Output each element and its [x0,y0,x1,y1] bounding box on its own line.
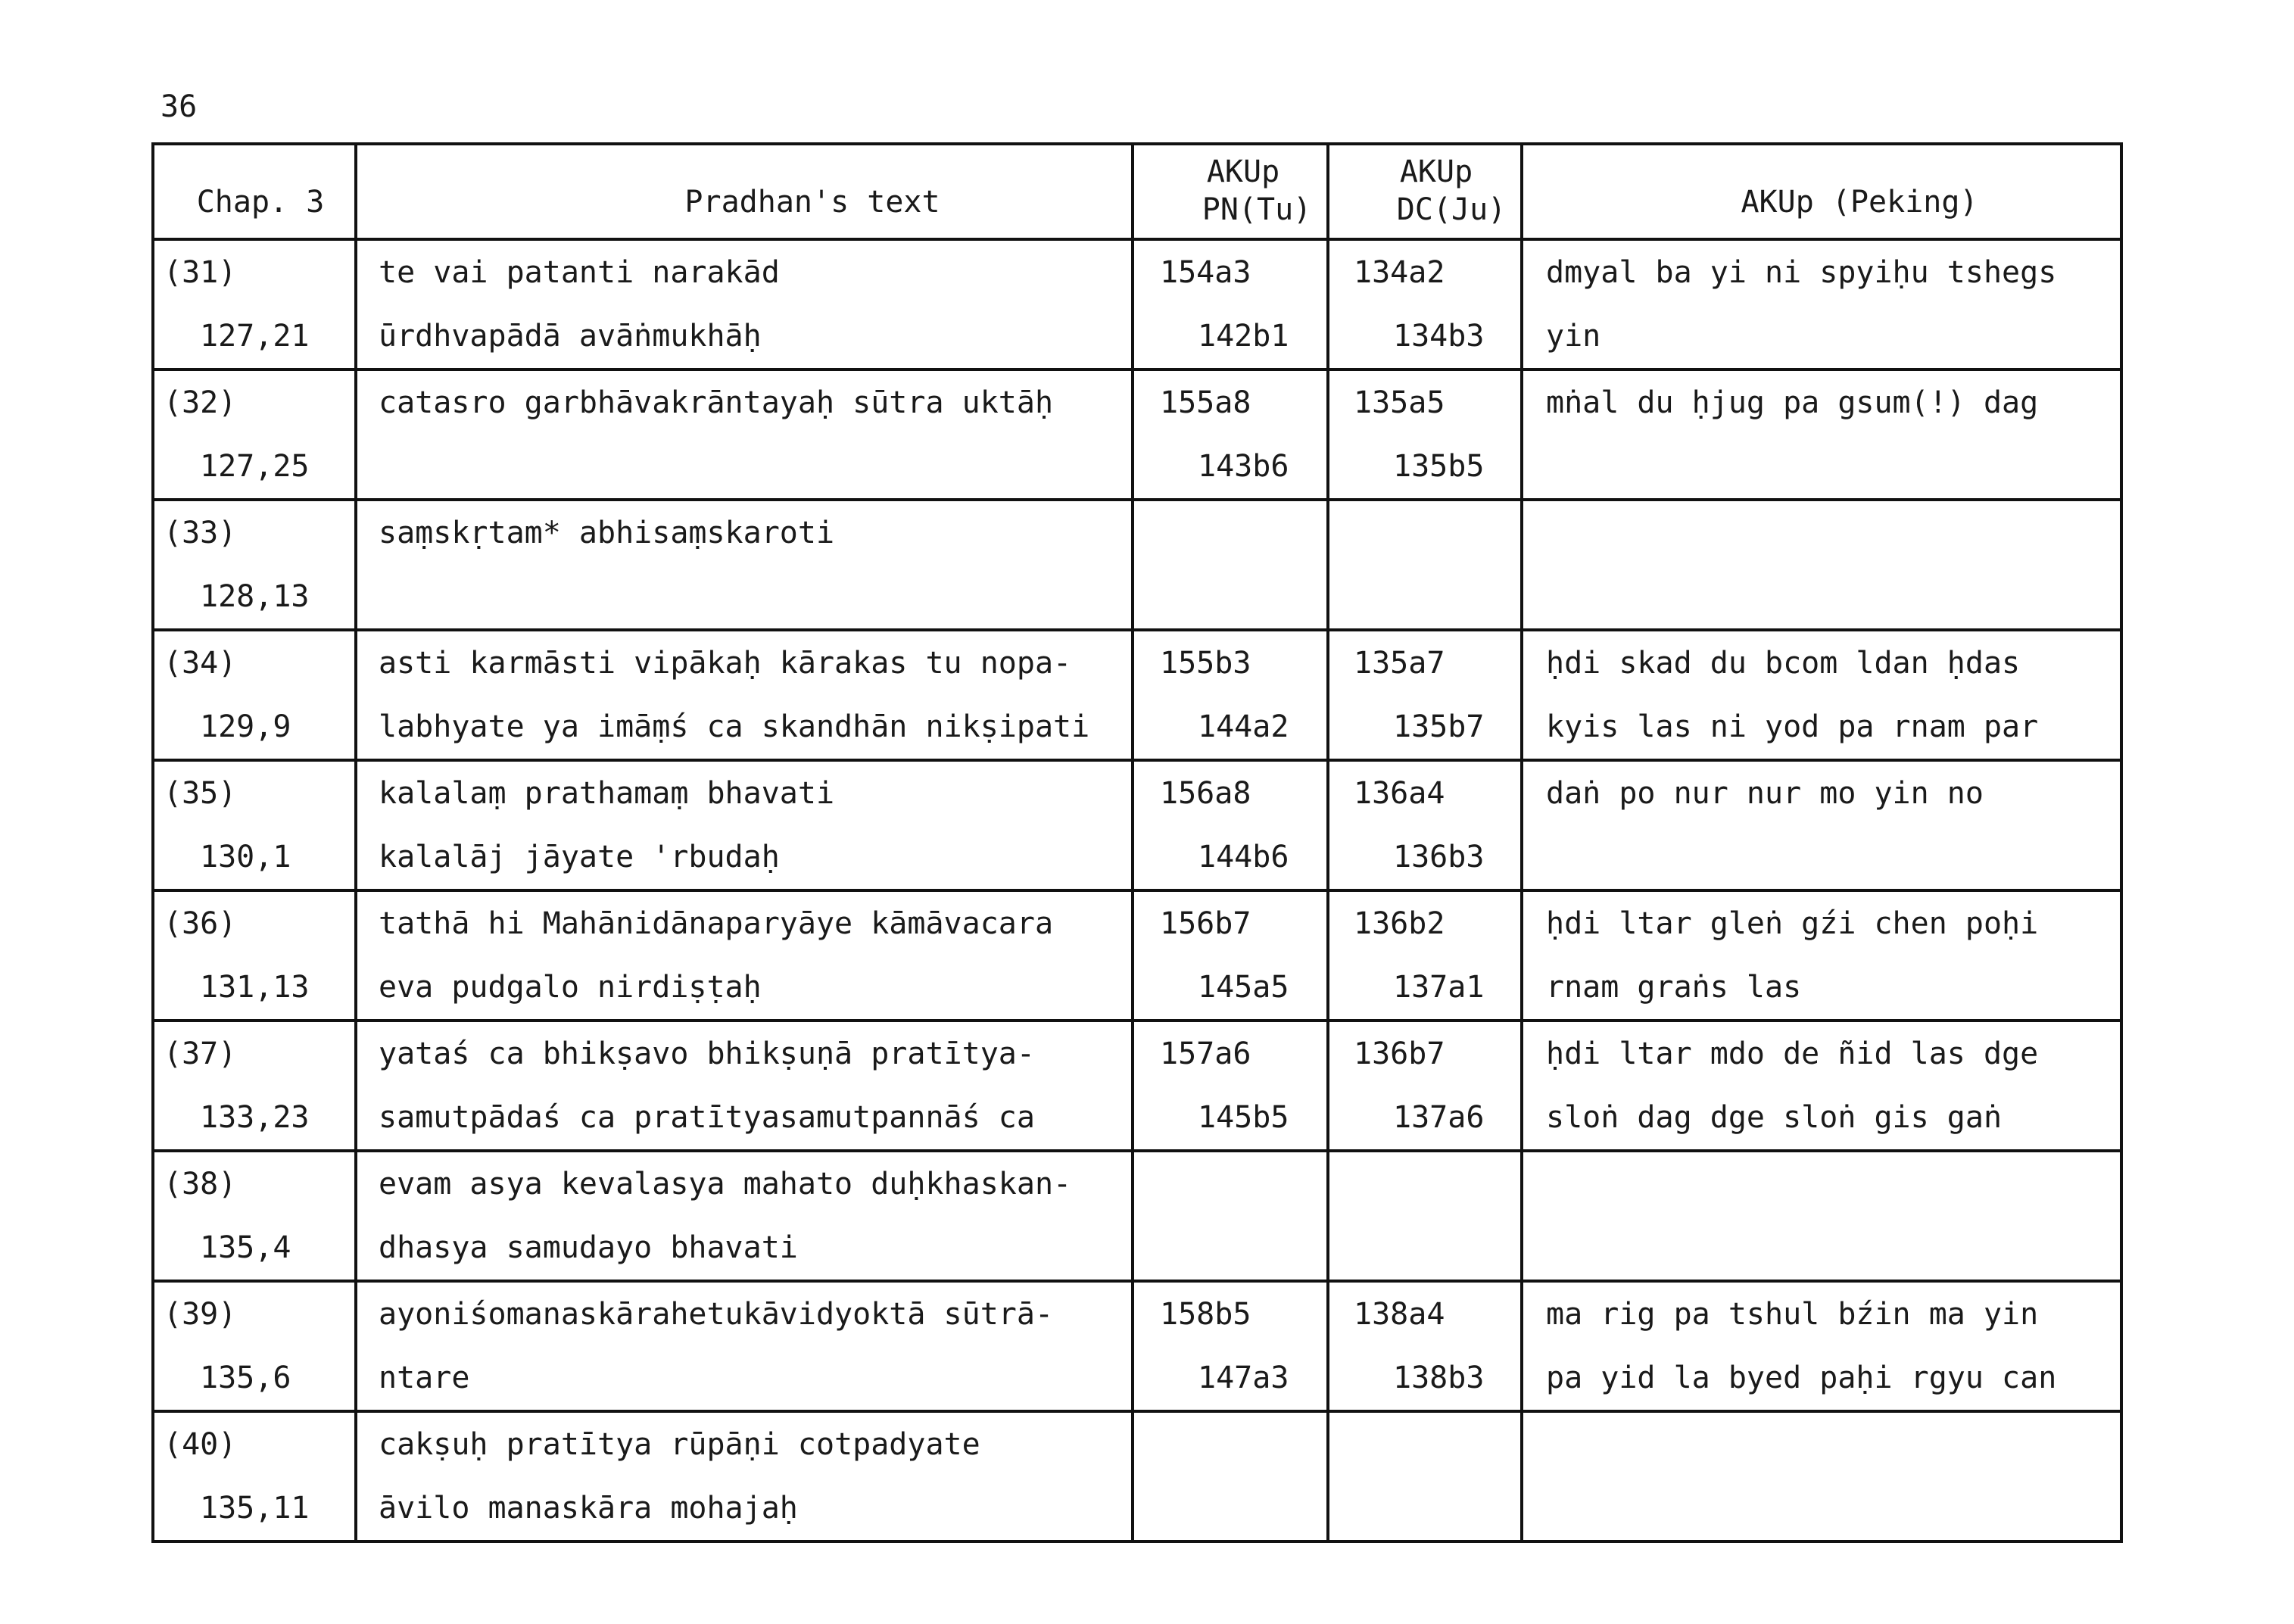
akup-dc-ref-line: 136b3 [1393,840,1485,874]
akup-pn-ref-line: 158b5 [1160,1297,1251,1332]
chapter-ref-line: (39) [164,1297,237,1332]
akup-pn-ref-line: 157a6 [1160,1036,1251,1071]
chapter-ref-line: 130,1 [200,840,291,874]
akup-dc-ref-cell [1328,760,1522,890]
akup-dc-ref-line: 137a6 [1393,1100,1485,1135]
akup-dc-ref-line: 136a4 [1354,776,1445,811]
pradhan-text-line: ūrdhvapādā avāṅmukhāḥ [379,319,762,354]
akup-peking-text-line [1523,1152,2120,1216]
pradhan-text-line: catasro garbhāvakrāntayaḥ sūtra uktāḥ [379,385,1054,420]
akup-peking-text-line [1523,825,2120,889]
akup-dc-ref-cell [1328,369,1522,500]
table-row [153,239,2121,369]
akup-dc-ref-line: 135a7 [1354,646,1445,681]
akup-peking-text-line: rnam graṅs las [1546,970,1802,1005]
pradhan-text-cell [356,500,1133,630]
pradhan-text-line: evam asya kevalasya mahato duḥkhaskan- [379,1167,1072,1202]
chapter-ref-line: (35) [164,776,237,811]
pradhan-text-line: yataś ca bhikṣavo bhikṣuṇā pratītya- [379,1036,1035,1071]
akup-dc-ref-line: 138a4 [1354,1297,1445,1332]
akup-pn-ref-cell [1133,1021,1328,1151]
pradhan-text-line: asti karmāsti vipākaḥ kārakas tu nopa- [379,646,1072,681]
chapter-ref-cell [153,1281,356,1411]
akup-pn-ref-line [1134,565,1326,628]
pradhan-text-line [357,435,1131,498]
table-row [153,760,2121,890]
akup-dc-ref-line [1329,1152,1520,1216]
akup-pn-ref-line: 143b6 [1198,449,1289,484]
akup-pn-ref-line: 145b5 [1198,1100,1289,1135]
chapter-ref-cell [153,239,356,369]
akup-pn-ref-line: 144a2 [1198,709,1289,744]
akup-pn-ref-line: 155b3 [1160,646,1251,681]
akup-dc-ref-line [1329,1216,1520,1280]
chapter-ref-line: (34) [164,646,237,681]
pradhan-text-line: kalalāj jāyate 'rbudaḥ [379,840,780,874]
pradhan-text-line: labhyate ya imāṃś ca skandhān nikṣipati [379,709,1090,744]
akup-pn-ref-line [1134,1152,1326,1216]
akup-pn-ref-line [1134,1216,1326,1280]
akup-pn-ref-line: 156b7 [1160,906,1251,941]
akup-dc-ref-line: 135a5 [1354,385,1445,420]
pradhan-text-line [357,565,1131,628]
pradhan-text-cell [356,369,1133,500]
akup-dc-ref-line: 135b5 [1393,449,1485,484]
akup-peking-text-line: yin [1546,319,1601,354]
chapter-ref-cell [153,1021,356,1151]
akup-dc-ref-line: 134a2 [1354,255,1445,290]
akup-dc-ref-cell [1328,500,1522,630]
table-row [153,1281,2121,1411]
akup-peking-text-line [1523,565,2120,628]
header-chap: Chap. 3 [153,144,356,239]
akup-dc-ref-line [1329,1413,1520,1476]
chapter-ref-line: 127,25 [200,449,310,484]
akup-dc-ref-line: 134b3 [1393,319,1485,354]
header-akup-dc: AKUp DC(Ju) [1328,144,1522,239]
akup-peking-text-line [1523,1476,2120,1540]
table-row [153,890,2121,1021]
akup-pn-ref-cell [1133,1411,1328,1541]
akup-peking-text-line [1523,435,2120,498]
akup-pn-ref-line: 142b1 [1198,319,1289,354]
chapter-ref-line: 128,13 [200,579,310,614]
chapter-ref-line: 131,13 [200,970,310,1005]
chapter-ref-line: (38) [164,1167,237,1202]
akup-dc-ref-line: 136b7 [1354,1036,1445,1071]
akup-dc-ref-cell [1328,239,1522,369]
pradhan-text-line: āvilo manaskāra mohajaḥ [379,1491,798,1526]
pradhan-text-line: ntare [379,1361,470,1395]
table-row [153,630,2121,760]
akup-peking-text-cell [1522,369,2121,500]
akup-peking-text-line: dmyal ba yi ni spyiḥu tshegs [1546,255,2057,290]
chapter-ref-cell [153,890,356,1021]
chapter-ref-line: 127,21 [200,319,310,354]
concordance-table [151,142,2123,1543]
akup-pn-ref-line [1134,1413,1326,1476]
chapter-ref-line: 133,23 [200,1100,310,1135]
akup-pn-ref-cell [1133,760,1328,890]
akup-peking-text-cell [1522,239,2121,369]
akup-dc-ref-cell [1328,1411,1522,1541]
akup-dc-ref-line: 136b2 [1354,906,1445,941]
akup-peking-text-line: ḥdi skad du bcom ldan ḥdas [1546,646,2021,681]
pradhan-text-line: samutpādaś ca pratītyasamutpannāś ca [379,1100,1035,1135]
akup-dc-ref-line [1329,565,1520,628]
chapter-ref-line: 135,11 [200,1491,310,1526]
table-row [153,1411,2121,1541]
table-row [153,1021,2121,1151]
pradhan-text-line: tathā hi Mahānidānaparyāye kāmāvacara [379,906,1054,941]
akup-peking-text-line [1523,1413,2120,1476]
akup-peking-text-cell [1522,760,2121,890]
header-akup-peking: AKUp (Peking) [1522,144,2121,239]
akup-pn-ref-cell [1133,630,1328,760]
akup-pn-ref-cell [1133,500,1328,630]
akup-peking-text-line: sloṅ dag dge sloṅ gis gaṅ [1546,1100,2003,1135]
akup-pn-ref-cell [1133,369,1328,500]
chapter-ref-cell [153,1151,356,1281]
akup-dc-ref-line: 137a1 [1393,970,1485,1005]
akup-pn-ref-cell [1133,1281,1328,1411]
akup-pn-ref-line: 155a8 [1160,385,1251,420]
pradhan-text-cell [356,630,1133,760]
chapter-ref-line: (37) [164,1036,237,1071]
pradhan-text-line: cakṣuḥ pratītya rūpāṇi cotpadyate [379,1427,980,1462]
akup-pn-ref-line: 154a3 [1160,255,1251,290]
table-header-row [153,144,2121,239]
chapter-ref-line: (33) [164,516,237,550]
chapter-ref-cell [153,1411,356,1541]
chapter-ref-cell [153,500,356,630]
chapter-ref-line: 129,9 [200,709,291,744]
pradhan-text-line: dhasya samudayo bhavati [379,1230,798,1265]
akup-pn-ref-line: 156a8 [1160,776,1251,811]
pradhan-text-cell [356,890,1133,1021]
akup-pn-ref-cell [1133,890,1328,1021]
chapter-ref-line: (36) [164,906,237,941]
akup-dc-ref-line [1329,501,1520,565]
akup-dc-ref-line: 138b3 [1393,1361,1485,1395]
akup-dc-ref-line: 135b7 [1393,709,1485,744]
chapter-ref-line: (32) [164,385,237,420]
table-row [153,1151,2121,1281]
akup-peking-text-cell [1522,1281,2121,1411]
akup-dc-ref-cell [1328,1281,1522,1411]
akup-pn-ref-line: 147a3 [1198,1361,1289,1395]
akup-peking-text-line [1523,1216,2120,1280]
chapter-ref-cell [153,630,356,760]
chapter-ref-line: 135,6 [200,1361,291,1395]
akup-peking-text-cell [1522,1151,2121,1281]
akup-peking-text-cell [1522,630,2121,760]
akup-peking-text-line [1523,501,2120,565]
akup-peking-text-line: ḥdi ltar gleṅ gźi chen poḥi [1546,906,2039,941]
akup-peking-text-line: ma rig pa tshul bźin ma yin [1546,1297,2039,1332]
akup-dc-ref-cell [1328,630,1522,760]
akup-peking-text-cell [1522,1411,2121,1541]
akup-dc-ref-line [1329,1476,1520,1540]
pradhan-text-cell [356,1151,1133,1281]
pradhan-text-line: kalalaṃ prathamaṃ bhavati [379,776,835,811]
akup-dc-ref-cell [1328,1021,1522,1151]
chapter-ref-cell [153,369,356,500]
header-akup-pn: AKUp PN(Tu) [1133,144,1328,239]
akup-pn-ref-line: 144b6 [1198,840,1289,874]
chapter-ref-line: 135,4 [200,1230,291,1265]
pradhan-text-cell [356,760,1133,890]
akup-peking-text-line: mṅal du ḥjug pa gsum(!) dag [1546,385,2039,420]
chapter-ref-line: (40) [164,1427,237,1462]
pradhan-text-cell [356,1411,1133,1541]
akup-dc-ref-cell [1328,1151,1522,1281]
page-number: 36 [161,89,198,124]
akup-peking-text-line: ḥdi ltar mdo de ñid las dge [1546,1036,2039,1071]
akup-pn-ref-line [1134,1476,1326,1540]
akup-peking-text-cell [1522,500,2121,630]
pradhan-text-line: saṃskṛtam* abhisaṃskaroti [379,516,835,550]
akup-dc-ref-cell [1328,890,1522,1021]
pradhan-text-line: ayoniśomanaskārahetukāvidyoktā sūtrā- [379,1297,1054,1332]
pradhan-text-cell [356,1021,1133,1151]
akup-peking-text-cell [1522,890,2121,1021]
header-pradhan-text: Pradhan's text [356,144,1133,239]
chapter-ref-cell [153,760,356,890]
akup-peking-text-line: pa yid la byed paḥi rgyu can [1546,1361,2057,1395]
akup-peking-text-cell [1522,1021,2121,1151]
chapter-ref-line: (31) [164,255,237,290]
akup-peking-text-line: kyis las ni yod pa rnam par [1546,709,2039,744]
akup-pn-ref-line [1134,501,1326,565]
pradhan-text-cell [356,239,1133,369]
pradhan-text-line: te vai patanti narakād [379,255,780,290]
akup-peking-text-line: daṅ po nur nur mo yin no [1546,776,1984,811]
akup-pn-ref-cell [1133,239,1328,369]
table-row [153,500,2121,630]
table-row [153,369,2121,500]
pradhan-text-line: eva pudgalo nirdiṣṭaḥ [379,970,762,1005]
akup-pn-ref-cell [1133,1151,1328,1281]
pradhan-text-cell [356,1281,1133,1411]
akup-pn-ref-line: 145a5 [1198,970,1289,1005]
